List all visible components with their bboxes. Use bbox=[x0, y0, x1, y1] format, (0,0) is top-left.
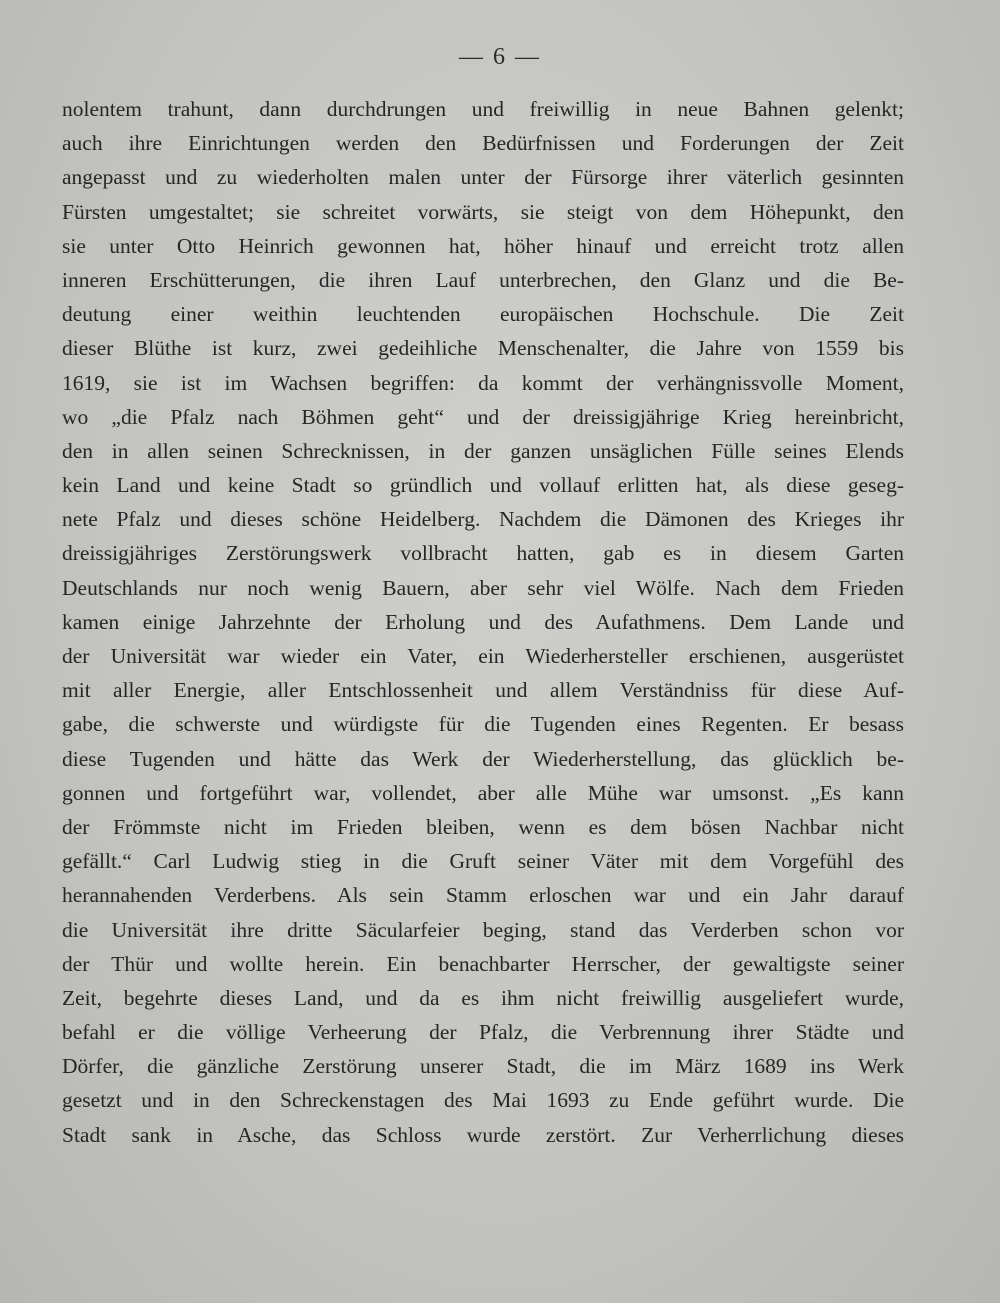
text-line: der Universität war wieder ein Vater, ein Wiederhersteller erschienen, ausgerüstet bbox=[62, 644, 904, 668]
text-line: auch ihre Einrichtungen werden den Bedürfnissen und Forderungen der Zeit bbox=[62, 131, 904, 156]
page-number: — 6 — bbox=[459, 44, 541, 70]
text-line: gefällt.“ Carl Ludwig stieg in die Gruft seiner Väter mit dem Vorgefühl des bbox=[62, 849, 904, 874]
text-line: wo „die Pfalz nach Böhmen geht“ und der dreissigjährige Krieg hereinbricht, bbox=[62, 404, 904, 429]
text-line: nolentem trahunt, dann durchdrungen und freiwillig in neue Bahnen gelenkt; bbox=[62, 97, 904, 121]
text-line: herannahenden Verderbens. Als sein Stamm erloschen war und ein Jahr darauf bbox=[62, 883, 904, 908]
text-line: dieser Blüthe ist kurz, zwei gedeihliche Menschenalter, die Jahre von 1559 bis bbox=[62, 336, 904, 361]
text-line: gesetzt und in den Schreckenstagen des Mai 1693 zu Ende geführt wurde. Die bbox=[62, 1088, 904, 1113]
text-line: Dörfer, die gänzliche Zerstörung unserer Stadt, die im März 1689 ins Werk bbox=[62, 1054, 904, 1079]
text-line: befahl er die völlige Verheerung der Pfalz, die Verbrennung ihrer Städte und bbox=[62, 1020, 904, 1045]
text-line: 1619, sie ist im Wachsen begriffen: da kommt der verhängnissvolle Moment, bbox=[62, 370, 904, 395]
text-line: Deutschlands nur noch wenig Bauern, aber sehr viel Wölfe. Nach dem Frieden bbox=[62, 575, 904, 600]
text-line: gonnen und fortgeführt war, vollendet, aber alle Mühe war umsonst. „Es kann bbox=[62, 780, 904, 805]
text-line: gabe, die schwerste und würdigste für die Tugenden eines Regenten. Er besass bbox=[62, 712, 904, 737]
text-line: deutung einer weithin leuchtenden europäischen Hochschule. Die Zeit bbox=[62, 302, 904, 327]
text-line: Zeit, begehrte dieses Land, und da es ihm nicht freiwillig ausgeliefert wurde, bbox=[62, 985, 904, 1010]
body-text bbox=[62, 92, 904, 1152]
text-line: kamen einige Jahrzehnte der Erholung und des Aufathmens. Dem Lande und bbox=[62, 609, 904, 634]
text-line: sie unter Otto Heinrich gewonnen hat, höher hinauf und erreicht trotz allen bbox=[62, 233, 904, 258]
text-line: kein Land und keine Stadt so gründlich und vollauf erlitten hat, als diese geseg- bbox=[62, 473, 904, 498]
text-line: den in allen seinen Schrecknissen, in der ganzen unsäglichen Fülle seines Elends bbox=[62, 438, 904, 463]
text-line: mit aller Energie, aller Entschlossenheit und allem Verständniss für diese Auf- bbox=[62, 678, 904, 703]
text-line: die Universität ihre dritte Säcularfeier beging, stand das Verderben schon vor bbox=[62, 917, 904, 942]
text-line: angepasst und zu wiederholten malen unter der Fürsorge ihrer väterlich gesinnten bbox=[62, 165, 904, 190]
text-line: der Frömmste nicht im Frieden bleiben, wenn es dem bösen Nachbar nicht bbox=[62, 814, 904, 839]
text-line: diese Tugenden und hätte das Werk der Wiederherstellung, das glücklich be- bbox=[62, 746, 904, 771]
text-line: dreissigjähriges Zerstörungswerk vollbracht hatten, gab es in diesem Garten bbox=[62, 541, 904, 566]
text-line: inneren Erschütterungen, die ihren Lauf unterbrechen, den Glanz und die Be- bbox=[62, 267, 904, 292]
text-line: der Thür und wollte herein. Ein benachbarter Herrscher, der gewaltigste seiner bbox=[62, 951, 904, 976]
text-line: Stadt sank in Asche, das Schloss wurde zerstört. Zur Verherrlichung dieses bbox=[62, 1122, 904, 1147]
text-line: Fürsten umgestaltet; sie schreitet vorwärts, sie steigt von dem Höhepunkt, den bbox=[62, 199, 904, 224]
text-line: nete Pfalz und dieses schöne Heidelberg. Nachdem die Dämonen des Krieges ihr bbox=[62, 507, 904, 532]
